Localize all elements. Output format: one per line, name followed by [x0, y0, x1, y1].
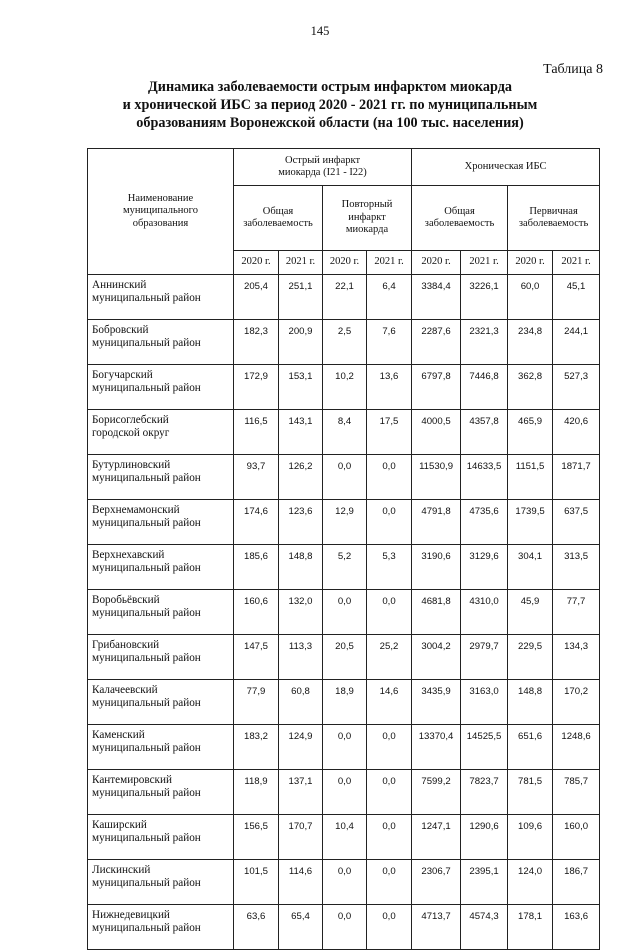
header-year: 2020 г.: [412, 251, 461, 275]
value-cell: 160,6: [234, 590, 279, 635]
table-row: [88, 770, 600, 815]
municipality-name-line: муниципальный район: [92, 382, 201, 394]
municipality-name: [88, 905, 234, 950]
value-cell: 1739,5: [508, 500, 553, 545]
municipality-name-line: муниципальный район: [92, 697, 201, 709]
value-cell: 65,4: [279, 905, 323, 950]
value-cell: 185,6: [234, 545, 279, 590]
value-cell: 1290,6: [461, 815, 508, 860]
header-ami: Острый инфаркт миокарда (I21 - I22): [234, 149, 412, 186]
municipality-name-line: муниципальный район: [92, 652, 201, 664]
value-cell: 244,1: [553, 320, 600, 365]
value-cell: 170,7: [279, 815, 323, 860]
table-row: [88, 635, 600, 680]
title-line: Динамика заболеваемости острым инфарктом миокарда: [148, 79, 512, 95]
value-cell: 172,9: [234, 365, 279, 410]
table-row: [88, 545, 600, 590]
table-row: [88, 725, 600, 770]
value-cell: 2321,3: [461, 320, 508, 365]
value-cell: 251,1: [279, 275, 323, 320]
municipality-name: [88, 545, 234, 590]
value-cell: 148,8: [508, 680, 553, 725]
municipality-name-line: Кантемировский: [92, 774, 172, 786]
value-cell: 4000,5: [412, 410, 461, 455]
municipality-name-line: городской округ: [92, 427, 170, 439]
municipality-name-line: Каменский: [92, 729, 145, 741]
table-row: [88, 365, 600, 410]
municipality-name-line: Верхнемамонский: [92, 504, 180, 516]
municipality-name-line: муниципальный район: [92, 607, 201, 619]
table-row: [88, 680, 600, 725]
value-cell: 126,2: [279, 455, 323, 500]
value-cell: 143,1: [279, 410, 323, 455]
header-year: 2021 г.: [461, 251, 508, 275]
value-cell: 17,5: [367, 410, 412, 455]
value-cell: 1871,7: [553, 455, 600, 500]
value-cell: 0,0: [323, 905, 367, 950]
value-cell: 14525,5: [461, 725, 508, 770]
municipality-name-line: Верхнехавский: [92, 549, 165, 561]
value-cell: 2306,7: [412, 860, 461, 905]
value-cell: 205,4: [234, 275, 279, 320]
value-cell: 8,4: [323, 410, 367, 455]
header-year: 2020 г.: [508, 251, 553, 275]
municipality-name-line: Каширский: [92, 819, 147, 831]
value-cell: 183,2: [234, 725, 279, 770]
value-cell: 114,6: [279, 860, 323, 905]
value-cell: 0,0: [367, 500, 412, 545]
header-year: 2021 г.: [553, 251, 600, 275]
value-cell: 362,8: [508, 365, 553, 410]
value-cell: 4681,8: [412, 590, 461, 635]
table-label: Таблица 8: [543, 62, 603, 77]
table-row: [88, 320, 600, 365]
title-line: и хронической ИБС за период 2020 - 2021 гг. по муниципальным: [122, 97, 538, 113]
value-cell: 1151,5: [508, 455, 553, 500]
table-row: [88, 275, 600, 320]
municipality-name: [88, 410, 234, 455]
value-cell: 13370,4: [412, 725, 461, 770]
value-cell: 0,0: [367, 860, 412, 905]
municipality-name: [88, 680, 234, 725]
page-number: 145: [310, 24, 330, 38]
municipality-name-line: Нижнедевицкий: [92, 909, 170, 921]
value-cell: 0,0: [367, 725, 412, 770]
municipality-name-line: муниципальный район: [92, 877, 201, 889]
header-ihd-primary: Первичная заболеваемость: [508, 186, 600, 251]
value-cell: 45,9: [508, 590, 553, 635]
value-cell: 18,9: [323, 680, 367, 725]
value-cell: 7446,8: [461, 365, 508, 410]
municipality-name: [88, 275, 234, 320]
value-cell: 0,0: [323, 770, 367, 815]
value-cell: 3004,2: [412, 635, 461, 680]
value-cell: 2979,7: [461, 635, 508, 680]
value-cell: 4735,6: [461, 500, 508, 545]
value-cell: 2287,6: [412, 320, 461, 365]
value-cell: 4357,8: [461, 410, 508, 455]
value-cell: 0,0: [323, 455, 367, 500]
municipality-name-line: Воробьёвский: [92, 594, 160, 606]
value-cell: 14,6: [367, 680, 412, 725]
value-cell: 0,0: [367, 815, 412, 860]
value-cell: 3384,4: [412, 275, 461, 320]
value-cell: 63,6: [234, 905, 279, 950]
value-cell: 45,1: [553, 275, 600, 320]
value-cell: 132,0: [279, 590, 323, 635]
municipality-name-line: муниципальный район: [92, 517, 201, 529]
value-cell: 137,1: [279, 770, 323, 815]
header-ihd: Хроническая ИБС: [412, 149, 600, 186]
value-cell: 313,5: [553, 545, 600, 590]
table-title: [60, 78, 600, 132]
value-cell: 4791,8: [412, 500, 461, 545]
title-line: образованиям Воронежской области (на 100 тыс. населения): [136, 115, 524, 131]
value-cell: 2395,1: [461, 860, 508, 905]
value-cell: 20,5: [323, 635, 367, 680]
value-cell: 60,8: [279, 680, 323, 725]
value-cell: 124,0: [508, 860, 553, 905]
value-cell: 22,1: [323, 275, 367, 320]
municipality-name-line: муниципальный район: [92, 337, 201, 349]
table-row: [88, 815, 600, 860]
value-cell: 0,0: [323, 725, 367, 770]
value-cell: 6797,8: [412, 365, 461, 410]
value-cell: 13,6: [367, 365, 412, 410]
value-cell: 77,7: [553, 590, 600, 635]
value-cell: 1247,1: [412, 815, 461, 860]
municipality-name: [88, 860, 234, 905]
value-cell: 14633,5: [461, 455, 508, 500]
header-name: Наименование муниципального образования: [88, 149, 234, 275]
table-row: [88, 860, 600, 905]
municipality-name-line: Грибановский: [92, 639, 160, 651]
value-cell: 153,1: [279, 365, 323, 410]
municipality-name-line: муниципальный район: [92, 292, 201, 304]
value-cell: 0,0: [367, 770, 412, 815]
value-cell: 7823,7: [461, 770, 508, 815]
value-cell: 420,6: [553, 410, 600, 455]
value-cell: 234,8: [508, 320, 553, 365]
value-cell: 118,9: [234, 770, 279, 815]
municipality-name: [88, 590, 234, 635]
value-cell: 182,3: [234, 320, 279, 365]
municipality-name-line: муниципальный район: [92, 472, 201, 484]
value-cell: 123,6: [279, 500, 323, 545]
value-cell: 148,8: [279, 545, 323, 590]
value-cell: 25,2: [367, 635, 412, 680]
municipality-name-line: муниципальный район: [92, 922, 201, 934]
municipality-name-line: Калачеевский: [92, 684, 158, 696]
header-ihd-total: Общая заболеваемость: [412, 186, 508, 251]
value-cell: 527,3: [553, 365, 600, 410]
municipality-name: [88, 635, 234, 680]
municipality-name: [88, 320, 234, 365]
municipality-name: [88, 770, 234, 815]
municipality-name-line: Борисоглебский: [92, 414, 169, 426]
municipality-name: [88, 815, 234, 860]
header-year: 2020 г.: [234, 251, 279, 275]
value-cell: 5,3: [367, 545, 412, 590]
value-cell: 116,5: [234, 410, 279, 455]
value-cell: 1248,6: [553, 725, 600, 770]
municipality-name-line: Бобровский: [92, 324, 149, 336]
municipality-name-line: Лискинский: [92, 864, 151, 876]
value-cell: 93,7: [234, 455, 279, 500]
header-year: 2021 г.: [367, 251, 412, 275]
value-cell: 163,6: [553, 905, 600, 950]
value-cell: 113,3: [279, 635, 323, 680]
value-cell: 0,0: [323, 860, 367, 905]
municipality-name-line: муниципальный район: [92, 787, 201, 799]
value-cell: 60,0: [508, 275, 553, 320]
value-cell: 77,9: [234, 680, 279, 725]
value-cell: 5,2: [323, 545, 367, 590]
value-cell: 4310,0: [461, 590, 508, 635]
value-cell: 170,2: [553, 680, 600, 725]
value-cell: 7599,2: [412, 770, 461, 815]
value-cell: 200,9: [279, 320, 323, 365]
value-cell: 186,7: [553, 860, 600, 905]
header-year: 2021 г.: [279, 251, 323, 275]
value-cell: 10,2: [323, 365, 367, 410]
value-cell: 2,5: [323, 320, 367, 365]
value-cell: 160,0: [553, 815, 600, 860]
municipality-name: [88, 365, 234, 410]
municipality-name-line: муниципальный район: [92, 832, 201, 844]
table-row: [88, 410, 600, 455]
value-cell: 0,0: [367, 590, 412, 635]
municipality-name: [88, 725, 234, 770]
table-row: [88, 500, 600, 545]
value-cell: 3190,6: [412, 545, 461, 590]
municipality-name-line: муниципальный район: [92, 742, 201, 754]
incidence-table: [87, 148, 600, 950]
municipality-name-line: Бутурлиновский: [92, 459, 171, 471]
municipality-name-line: муниципальный район: [92, 562, 201, 574]
value-cell: 781,5: [508, 770, 553, 815]
municipality-name: [88, 500, 234, 545]
value-cell: 0,0: [367, 455, 412, 500]
value-cell: 785,7: [553, 770, 600, 815]
value-cell: 4574,3: [461, 905, 508, 950]
value-cell: 4713,7: [412, 905, 461, 950]
header-year: 2020 г.: [323, 251, 367, 275]
value-cell: 465,9: [508, 410, 553, 455]
value-cell: 156,5: [234, 815, 279, 860]
value-cell: 134,3: [553, 635, 600, 680]
municipality-name: [88, 455, 234, 500]
table-row: [88, 455, 600, 500]
value-cell: 101,5: [234, 860, 279, 905]
value-cell: 7,6: [367, 320, 412, 365]
value-cell: 637,5: [553, 500, 600, 545]
value-cell: 0,0: [323, 590, 367, 635]
table-row: [88, 590, 600, 635]
value-cell: 178,1: [508, 905, 553, 950]
value-cell: 304,1: [508, 545, 553, 590]
value-cell: 229,5: [508, 635, 553, 680]
value-cell: 11530,9: [412, 455, 461, 500]
header-ami-total: Общая заболеваемость: [234, 186, 323, 251]
value-cell: 124,9: [279, 725, 323, 770]
table-row: [88, 905, 600, 950]
value-cell: 0,0: [367, 905, 412, 950]
municipality-name-line: Аннинский: [92, 279, 147, 291]
value-cell: 3129,6: [461, 545, 508, 590]
value-cell: 12,9: [323, 500, 367, 545]
header-ami-repeat: Повторный инфаркт миокарда: [323, 186, 412, 251]
value-cell: 3226,1: [461, 275, 508, 320]
value-cell: 147,5: [234, 635, 279, 680]
municipality-name-line: Богучарский: [92, 369, 153, 381]
value-cell: 174,6: [234, 500, 279, 545]
value-cell: 651,6: [508, 725, 553, 770]
value-cell: 6,4: [367, 275, 412, 320]
value-cell: 10,4: [323, 815, 367, 860]
value-cell: 3435,9: [412, 680, 461, 725]
value-cell: 109,6: [508, 815, 553, 860]
value-cell: 3163,0: [461, 680, 508, 725]
